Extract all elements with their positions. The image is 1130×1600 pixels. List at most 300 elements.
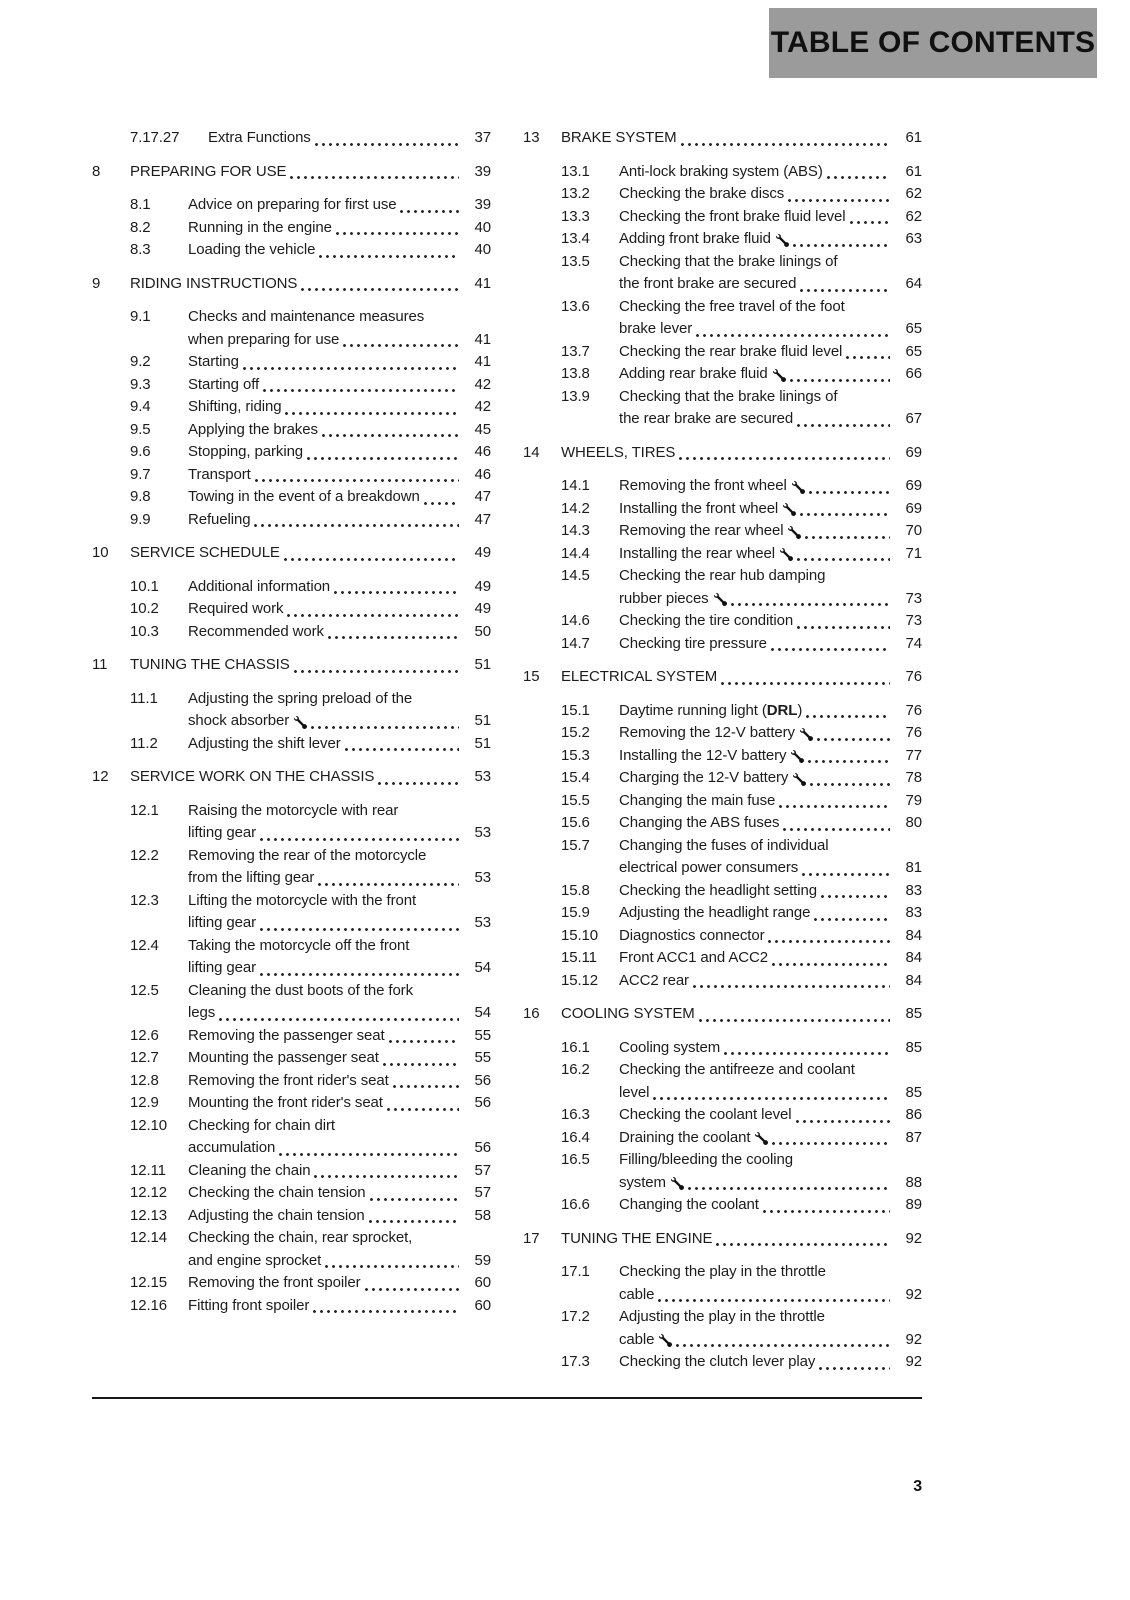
dotted-leader [693,985,890,988]
entry-number: 12.8 [130,1071,159,1089]
entry-body [619,902,922,925]
dotted-leader [809,491,890,494]
entry-line [619,341,922,364]
wrench-icon [800,728,813,741]
entry-number: 16.3 [561,1106,590,1123]
toc-entry-row [523,161,922,184]
toc-entry-row [523,700,922,723]
entry-body [619,767,922,790]
toc-entry-row [523,880,922,903]
entry-line [188,912,491,935]
entry-title: Starting off [188,375,260,393]
entry-page-ref: 41 [474,330,491,348]
entry-number: 12.7 [130,1049,159,1066]
dotted-leader [806,715,890,718]
entry-title: Checking the tire condition [619,612,794,629]
section-number: 9 [92,274,101,292]
entry-body [188,194,491,217]
entry-line [619,318,922,341]
wrench-icon [755,1132,768,1145]
dotted-leader [768,940,890,943]
entry-page-ref: 71 [905,544,922,562]
dotted-leader [721,682,890,685]
entry-page-ref: 56 [474,1071,491,1089]
toc-entry-row [523,206,922,229]
entry-line [188,1115,491,1138]
toc-entry-row [523,790,922,813]
entry-page-ref: 66 [905,365,922,382]
entry-line [619,1149,922,1172]
entry-number: 12.3 [130,891,159,909]
dotted-leader [343,344,459,347]
toc-entry-row [523,1306,922,1351]
entry-body [619,610,922,633]
section-title: TUNING THE CHASSIS [130,656,290,673]
entry-line [619,363,922,386]
entry-number: 12.13 [130,1206,168,1224]
toc-entry-row [92,1182,491,1205]
entry-line [188,1182,491,1205]
entry-page-ref: 80 [905,814,922,831]
entry-number: 11.1 [130,689,158,707]
entry-title: Running in the engine [188,218,332,236]
dotted-leader [800,289,890,292]
entry-title: cable [619,1330,655,1348]
toc-entry-row [92,1272,491,1295]
dotted-leader [797,558,890,561]
toc-entry-row [92,374,491,397]
entry-page-ref: 54 [474,1004,491,1021]
toc-section-row [92,273,491,296]
entry-line [188,396,491,419]
entry-number: 13.1 [561,162,590,180]
entry-body [619,1306,922,1351]
entry-line [619,408,922,431]
entry-number: 13.2 [561,185,590,202]
entry-line [619,1082,922,1105]
dotted-leader [850,221,890,224]
entry-title: Starting [188,353,239,370]
entry-page-ref: 39 [474,196,491,213]
entry-page-ref: 73 [905,612,922,629]
entry-line [619,925,922,948]
entry-title: Applying the brakes [188,420,318,438]
toc-entry-row [92,509,491,532]
entry-page-ref: 81 [905,859,922,876]
entry-line [619,1127,922,1150]
dotted-leader [254,524,459,527]
dotted-leader [699,1019,890,1022]
entry-line [188,598,491,621]
entry-number: 12.5 [130,981,159,999]
entry-number: 12.2 [130,846,159,864]
toc-entry-row [523,1261,922,1306]
dotted-leader [731,603,890,606]
entry-body [188,374,491,397]
toc-entry-row [523,520,922,543]
entry-body [130,273,491,296]
toc-entry-row [92,1227,491,1272]
entry-body [188,576,491,599]
toc-entry-row [92,845,491,890]
dotted-leader [365,1288,460,1291]
entry-number: 9.6 [130,443,151,460]
entry-title: ACC2 rear [619,971,689,989]
entry-title: Checking the rear brake fluid level [619,342,843,360]
entry-body [619,251,922,296]
entry-body [188,1182,491,1205]
entry-line [188,800,491,823]
entry-page-ref: 83 [905,904,922,921]
wrench-icon [791,750,804,763]
entry-body [619,880,922,903]
dotted-leader [325,1265,459,1268]
toc-entry-row [523,1037,922,1060]
entry-page-ref: 53 [474,914,491,931]
toc-entry-row [92,621,491,644]
entry-line [619,565,922,588]
entry-body [619,1037,922,1060]
entry-title: Installing the 12-V battery [619,746,787,764]
entry-line [619,1306,922,1329]
toc-entry-row [523,812,922,835]
entry-title: Checking the coolant level [619,1106,792,1123]
toc-entry-row [92,800,491,845]
entry-body [208,127,491,150]
entry-line [619,835,922,858]
entry-number: 12.9 [130,1094,159,1111]
entry-line [619,296,922,319]
section-title: RIDING INSTRUCTIONS [130,274,298,292]
entry-line [619,386,922,409]
entry-line [130,766,491,789]
entry-page-ref: 40 [474,218,491,236]
toc-section-row [92,654,491,677]
wrench-icon [714,593,727,606]
entry-title: Transport [188,465,251,483]
dotted-leader [314,1175,459,1178]
entry-number: 15.4 [561,769,590,786]
entry-page-ref: 49 [474,600,491,617]
entry-number: 16.6 [561,1196,590,1213]
dotted-leader [243,367,459,370]
entry-line [188,486,491,509]
dotted-leader [389,1040,459,1043]
entry-number: 11.2 [130,734,158,752]
entry-number: 13.4 [561,230,590,247]
entry-title: Removing the front wheel [619,477,787,494]
entry-body [619,1351,922,1374]
dotted-leader [369,1220,459,1223]
entry-body [188,1272,491,1295]
entry-body [619,947,922,970]
entry-page-ref: 53 [474,824,491,841]
entry-title: Checking that the brake linings of [619,387,838,405]
dotted-leader [790,379,890,382]
entry-line [188,329,491,352]
entry-line [619,745,922,768]
dotted-leader [322,434,459,437]
toc-entry-row [523,565,922,610]
entry-title: Adding rear brake fluid [619,365,768,382]
dotted-leader [696,334,890,337]
toc-entry-row [92,1160,491,1183]
toc-entry-row [92,890,491,935]
dotted-leader [345,748,459,751]
entry-line [619,475,922,498]
entry-page-ref: 92 [905,1229,922,1247]
entry-page-ref: 51 [474,656,491,673]
section-number: 8 [92,162,101,180]
dotted-leader [294,670,459,673]
dotted-leader [797,424,890,427]
dotted-leader [285,412,459,415]
entry-number: 8.3 [130,241,151,258]
entry-body [188,980,491,1025]
entry-title: Fitting front spoiler [188,1296,310,1314]
entry-number: 13.7 [561,342,590,360]
toc-column-right [523,127,922,1374]
dotted-leader [800,513,890,516]
entry-line [188,1092,491,1115]
entry-body [561,442,922,465]
entry-body [619,341,922,364]
entry-number: 15.7 [561,836,590,854]
entry-page-ref: 50 [474,622,491,640]
toc-column-left [92,127,491,1374]
dotted-leader [290,176,459,179]
dotted-leader [315,143,459,146]
dotted-leader [653,1097,890,1100]
entry-body [619,183,922,206]
dotted-leader [334,591,459,594]
entry-title: the front brake are secured [619,275,797,292]
entry-page-ref: 76 [905,701,922,719]
entry-title: Checking for chain dirt [188,1116,335,1134]
section-title: SERVICE SCHEDULE [130,544,280,561]
section-number: 17 [523,1229,540,1247]
dotted-leader [318,883,459,886]
entry-body [619,498,922,521]
entry-title: Raising the motorcycle with rear [188,801,399,819]
entry-body [619,812,922,835]
section-title: WHEELS, TIRES [561,443,676,461]
toc-entry-row [92,733,491,756]
entry-line [619,902,922,925]
entry-number: 7.17.27 [130,129,180,146]
entry-page-ref: 55 [474,1049,491,1066]
entry-line [619,1194,922,1217]
entry-line [619,1037,922,1060]
dotted-leader [724,1052,890,1055]
entry-number: 9.8 [130,488,151,505]
entry-title: level [619,1083,650,1101]
wrench-icon [792,481,805,494]
entry-title: brake lever [619,320,693,337]
entry-page-ref: 60 [474,1274,491,1291]
entry-body [188,351,491,374]
entry-title: system [619,1173,666,1191]
entry-title: Checking tire pressure [619,634,767,652]
entry-page-ref: 89 [905,1196,922,1213]
entry-page-ref: 85 [905,1005,922,1022]
toc-entry-row [523,925,922,948]
entry-page-ref: 47 [474,488,491,505]
entry-number: 15.6 [561,814,590,831]
toc-entry-row [523,363,922,386]
entry-line [130,161,491,184]
entry-line [619,812,922,835]
entry-body [619,228,922,251]
entry-page-ref: 46 [474,465,491,483]
entry-body [619,296,922,341]
entry-number: 8.1 [130,196,151,213]
entry-line [188,688,491,711]
entry-body [619,363,922,386]
entry-number: 12.12 [130,1184,168,1201]
toc-entry-row [92,486,491,509]
toc-entry-row [92,935,491,980]
dotted-leader [821,895,890,898]
entry-number: 15.11 [561,949,597,966]
entry-body [188,598,491,621]
entry-line [619,206,922,229]
entry-page-ref: 69 [905,499,922,517]
dotted-leader [311,726,459,729]
section-title: ELECTRICAL SYSTEM [561,668,718,685]
toc-entry-row [523,970,922,993]
entry-page-ref: 53 [474,869,491,886]
dotted-leader [802,873,890,876]
dotted-leader [260,838,459,841]
entry-number: 9.7 [130,465,151,483]
entry-page-ref: 78 [905,769,922,786]
entry-line [188,867,491,890]
entry-line [188,733,491,756]
toc-entry-row [523,543,922,566]
entry-number: 15.1 [561,701,590,719]
toc-entry-row [92,1047,491,1070]
entry-title: Daytime running light (DRL) [619,701,803,719]
entry-body [188,1115,491,1160]
dotted-leader [387,1108,459,1111]
toc-columns [92,127,922,1374]
section-title: BRAKE SYSTEM [561,129,677,146]
entry-page-ref: 86 [905,1106,922,1123]
entry-line [188,306,491,329]
entry-title: Mounting the front rider's seat [188,1094,383,1111]
toc-entry-row [92,217,491,240]
entry-title: Removing the rear wheel [619,522,784,539]
footer-rule [92,1397,922,1399]
entry-title: Installing the rear wheel [619,544,775,562]
entry-body [619,206,922,229]
entry-title: when preparing for use [188,330,340,348]
entry-body [619,520,922,543]
dotted-leader [779,805,890,808]
entry-body [130,542,491,565]
entry-page-ref: 70 [905,522,922,539]
wrench-icon [776,234,789,247]
entry-page-ref: 67 [905,410,922,427]
toc-entry-row [92,1092,491,1115]
dotted-leader [378,782,459,785]
entry-line [619,880,922,903]
dotted-leader [681,143,891,146]
entry-line [188,194,491,217]
entry-title: Changing the fuses of individual [619,836,829,854]
entry-title: Additional information [188,577,331,595]
section-title: COOLING SYSTEM [561,1005,695,1022]
entry-body [619,970,922,993]
entry-page-ref: 62 [905,207,922,225]
entry-title: Front ACC1 and ACC2 [619,949,769,966]
entry-body [188,1047,491,1070]
entry-title: Checking the antifreeze and coolant [619,1061,855,1078]
entry-line [619,1172,922,1195]
toc-entry-row [523,722,922,745]
toc-entry-row [92,127,491,150]
entry-page-ref: 51 [474,734,491,752]
entry-line [619,722,922,745]
entry-line [561,127,922,150]
toc-entry-row [92,1205,491,1228]
entry-title: Shifting, riding [188,398,282,415]
entry-line [561,666,922,689]
entry-body [561,1003,922,1026]
entry-body [188,419,491,442]
dotted-leader [676,1344,890,1347]
entry-line [188,1070,491,1093]
section-number: 15 [523,668,540,685]
entry-body [188,239,491,262]
entry-line [188,1250,491,1273]
toc-entry-row [92,396,491,419]
toc-section-row [92,161,491,184]
wrench-icon [773,369,786,382]
toc-section-row [523,666,922,689]
entry-line [619,1104,922,1127]
entry-page-ref: 46 [474,443,491,460]
entry-line [619,857,922,880]
toc-entry-row [92,441,491,464]
section-title: TUNING THE ENGINE [561,1229,713,1247]
toc-section-row [523,442,922,465]
entry-body [188,396,491,419]
entry-title: Removing the front spoiler [188,1274,361,1291]
wrench-icon [788,526,801,539]
entry-page-ref: 85 [905,1038,922,1056]
entry-line [188,217,491,240]
entry-title: Checking the play in the throttle [619,1263,826,1280]
entry-number: 14.3 [561,522,590,539]
entry-body [188,1205,491,1228]
entry-body [188,935,491,980]
dotted-leader [716,1243,890,1246]
entry-number: 13.8 [561,365,590,382]
dotted-leader [814,918,890,921]
entry-body [619,565,922,610]
entry-page-ref: 56 [474,1094,491,1111]
entry-line [130,654,491,677]
entry-title: Loading the vehicle [188,241,316,258]
entry-title: the rear brake are secured [619,410,794,427]
entry-page-ref: 64 [905,275,922,292]
entry-number: 12.6 [130,1026,159,1044]
dotted-leader [679,457,890,460]
dotted-leader [370,1198,459,1201]
entry-line [619,498,922,521]
